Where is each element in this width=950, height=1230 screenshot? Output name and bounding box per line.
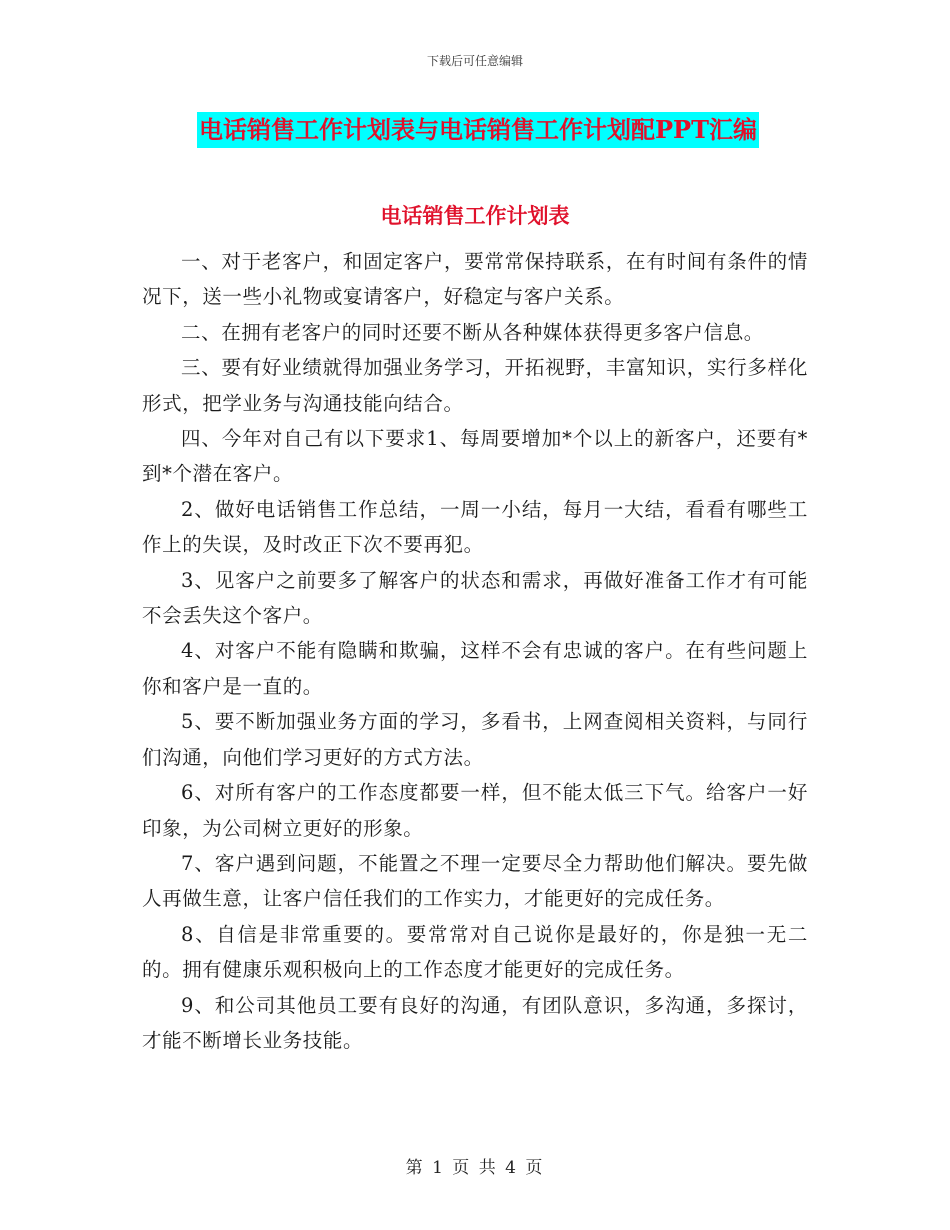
header-note: 下载后可任意编辑 <box>426 54 523 68</box>
paragraph: 4、对客户不能有隐瞒和欺骗，这样不会有忠诚的客户。在有些问题上你和客户是一直的。 <box>142 639 808 698</box>
paragraph: 四、今年对自己有以下要求1、每周要增加*个以上的新客户，还要有*到*个潜在客户。 <box>142 427 808 486</box>
section-title: 电话销售工作计划表 <box>380 203 570 228</box>
paragraph: 二、在拥有老客户的同时还要不断从各种媒体获得更多客户信息。 <box>181 320 764 344</box>
document-body <box>142 244 808 1058</box>
main-title: 电话销售工作计划表与电话销售工作计划配PPT汇编 <box>199 115 757 144</box>
paragraph: 7、客户遇到问题，不能置之不理一定要尽全力帮助他们解决。要先做人再做生意，让客户信任我们的工作实力，才能更好的完成任务。 <box>142 851 808 911</box>
main-title-highlight <box>197 112 759 148</box>
paragraph: 三、要有好业绩就得加强业务学习，开拓视野，丰富知识，实行多样化形式，把学业务与沟通技能向结合。 <box>142 356 808 415</box>
page-footer: 第 1 页 共 4 页 <box>405 1158 545 1178</box>
paragraph: 一、对于老客户，和固定客户，要常常保持联系，在有时间有条件的情况下，送一些小礼物或宴请客户，好稳定与客户关系。 <box>142 250 808 309</box>
paragraph: 3、见客户之前要多了解客户的状态和需求，再做好准备工作才有可能不会丢失这个客户。 <box>142 568 808 628</box>
paragraph: 2、做好电话销售工作总结，一周一小结，每月一大结，看看有哪些工作上的失误，及时改正下次不要再犯。 <box>142 497 808 557</box>
paragraph: 6、对所有客户的工作态度都要一样，但不能太低三下气。给客户一好印象，为公司树立更好的形象。 <box>142 781 808 840</box>
paragraph: 9、和公司其他员工要有良好的沟通，有团队意识，多沟通，多探讨，才能不断增长业务技能。 <box>142 993 808 1052</box>
paragraph: 5、要不断加强业务方面的学习，多看书，上网查阅相关资料，与同行们沟通，向他们学习更好的方式方法。 <box>142 710 808 769</box>
paragraph: 8、自信是非常重要的。要常常对自己说你是最好的，你是独一无二的。拥有健康乐观积极向上的工作态度才能更好的完成任务。 <box>142 922 808 982</box>
